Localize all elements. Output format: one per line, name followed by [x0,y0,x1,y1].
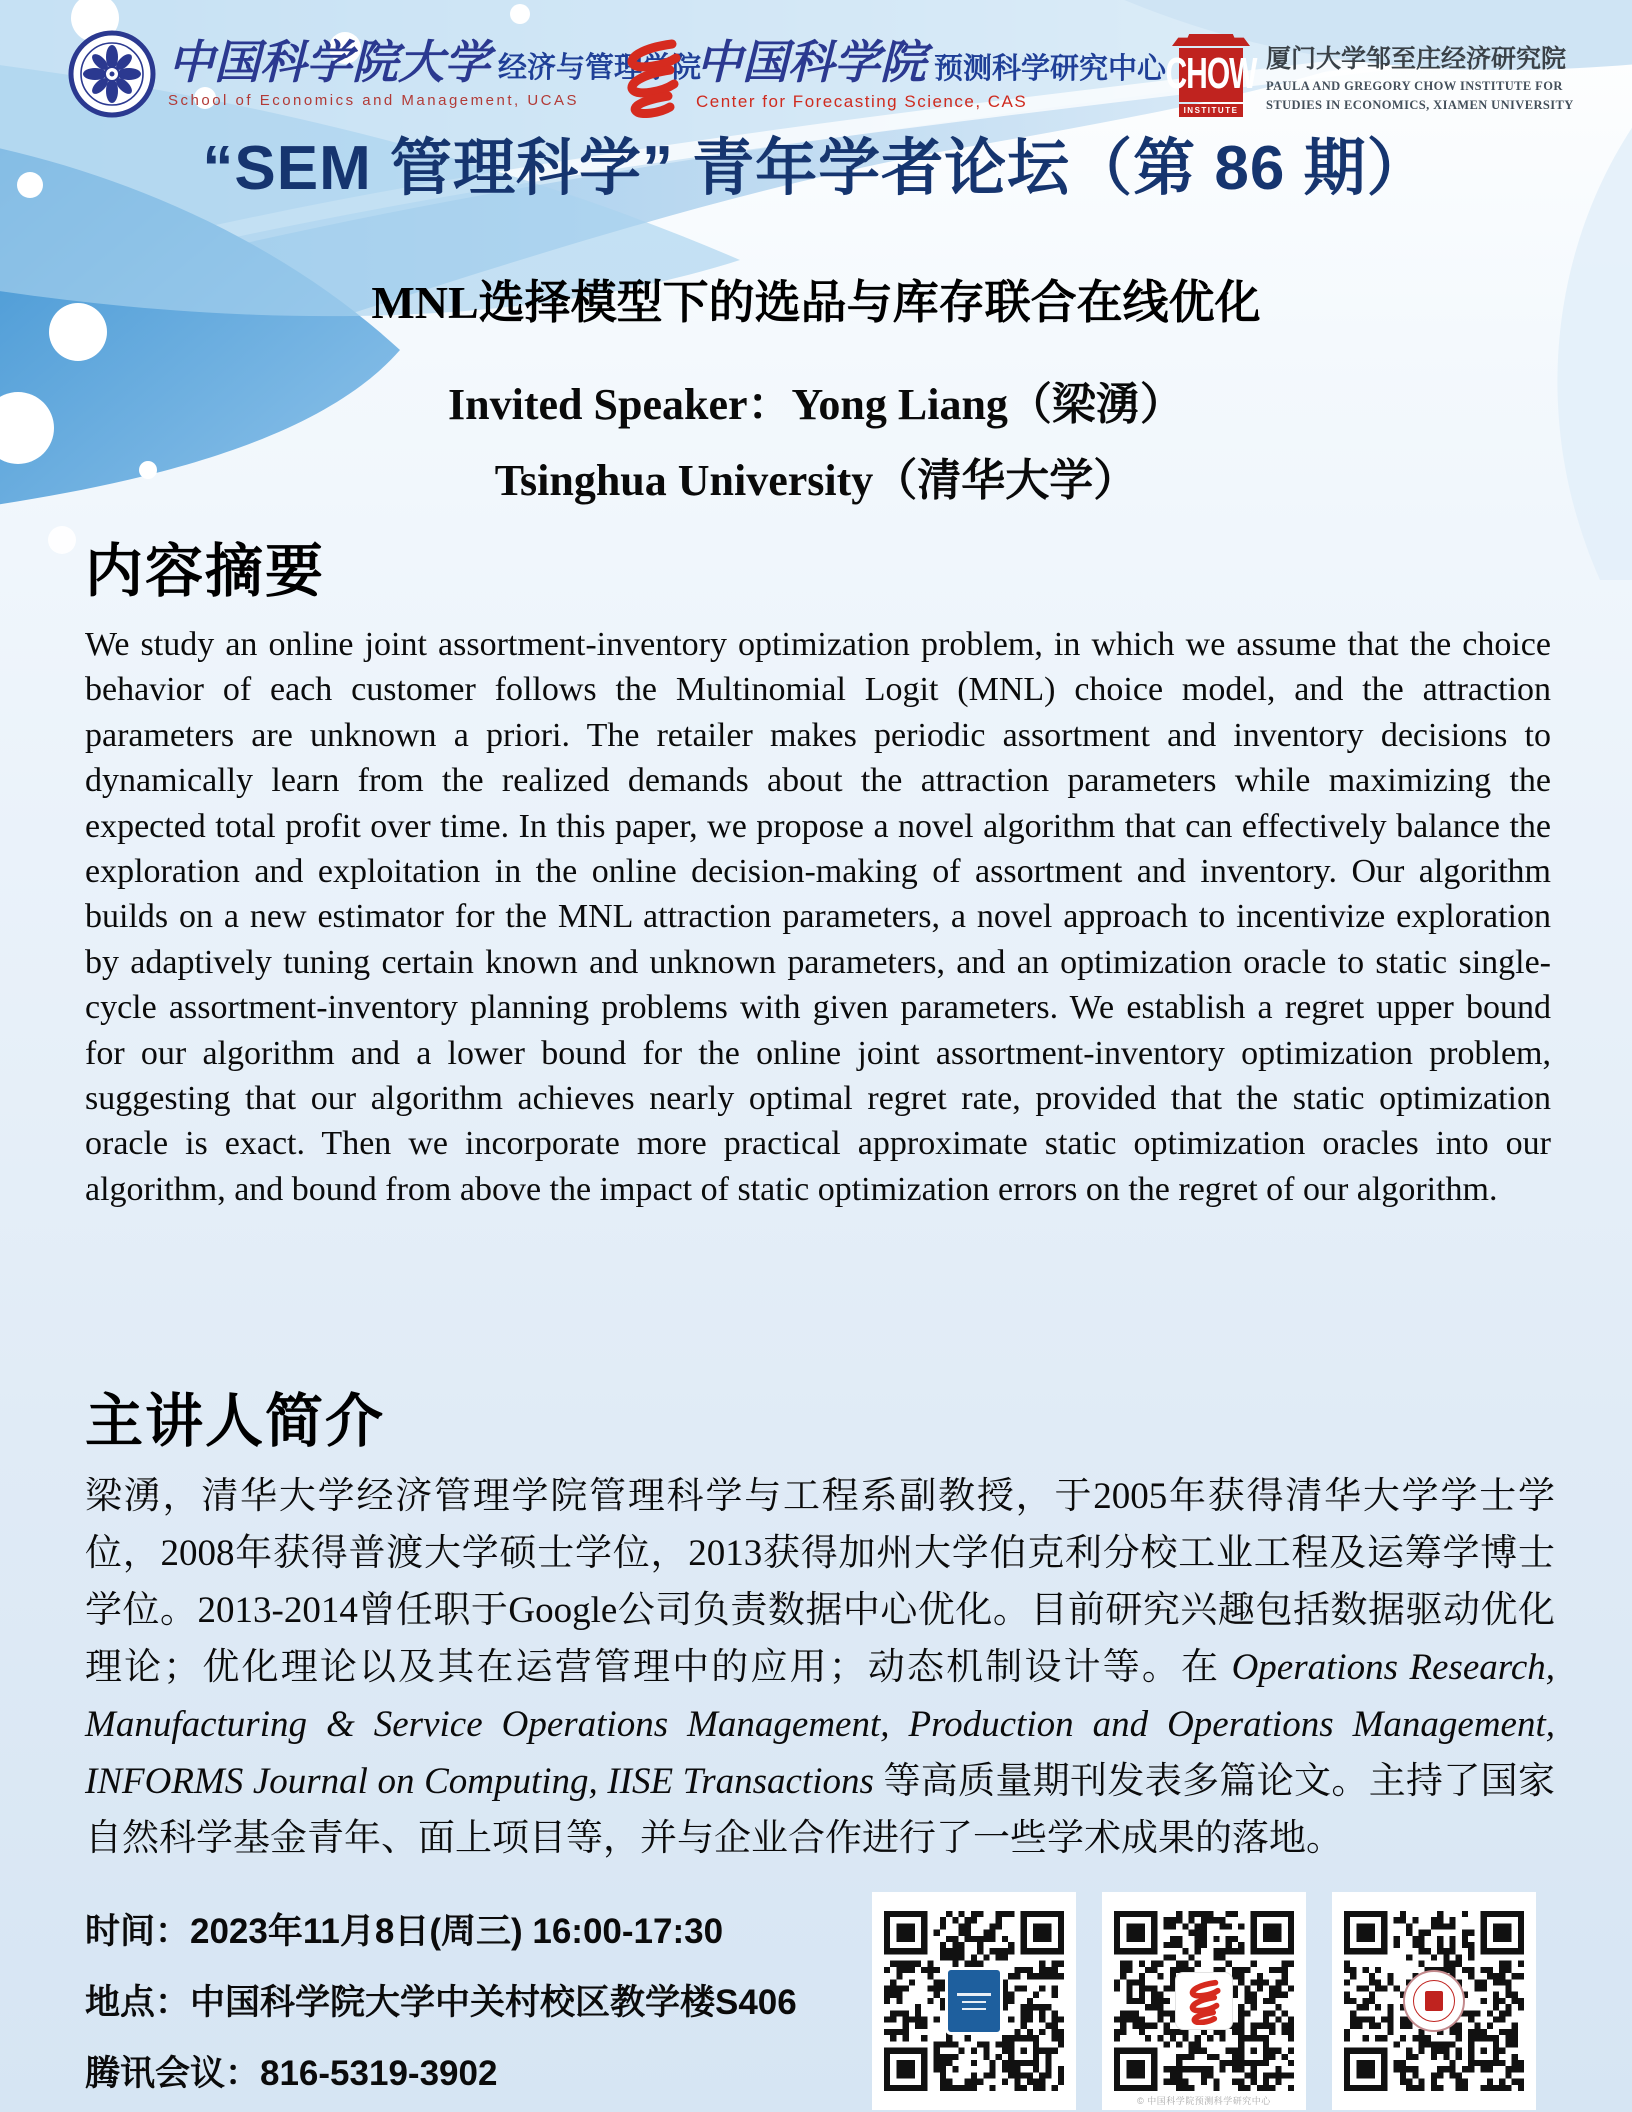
chow-wordmark-sub: INSTITUTE [1183,106,1239,115]
chow-mark-icon [1165,34,1257,117]
talk-title: MNL选择模型下的选品与库存联合在线优化 [371,277,1261,328]
qr-caption: © 中国科学院预测科学研究中心 [1137,2096,1271,2106]
chow-institute-logo [1165,34,1574,117]
cas-logo-cn: 中国科学院 [696,37,926,88]
cas-mark-icon [620,34,684,118]
speaker-line: Invited Speaker：Yong Liang（梁湧） [448,380,1184,429]
chow-logo-cn: 厦门大学邹至庄经济研究院 [1266,45,1567,73]
bio-heading: 主讲人简介 [85,1389,386,1454]
qr-code-chow-institute [1332,1892,1536,2110]
qr-center-logo-ucas [945,1967,1003,2035]
ucas-sem-logo [68,30,701,118]
abstract-heading: 内容摘要 [85,539,326,604]
event-info-block [85,1896,797,2109]
ucas-logo-en: School of Economics and Management, UCAS [168,91,579,109]
cas-forecasting-logo [620,34,1166,118]
chow-logo-en-line2: STUDIES IN ECONOMICS, XIAMEN UNIVERSITY [1266,97,1574,112]
bio-text-part1: 梁湧，清华大学经济管理学院管理科学与工程系副教授，于2005年获得清华大学学士学位，2008年获得普渡大学硕士学位，2013获得加州大学伯克利分校工业工程及运筹学博士学位。2013-2014曾任职于Google公司负责数据中心优化。目前研究兴趣包括数据驱动优化理论；优化理论以及其在运营管理中的应用；动态机制设计等。在 [85,1476,1555,1688]
chow-wordmark: CHOW [1165,50,1257,99]
bio-text-part2: 等高质量期刊发表多篇论文。主持了国家自然科学基金青年、面上项目等，并与企业合作进行了一些学术成果的落地。 [85,1761,1555,1859]
qr-code-row [872,1892,1536,2110]
forum-title: “SEM 管理科学” 青年学者论坛（第 86 期） [202,134,1430,203]
affiliation-line: Tsinghua University（清华大学） [494,456,1138,505]
event-time-line: 时间：2023年11月8日(周三) 16:00-17:30 [85,1912,724,1951]
qr-code-cas-forecasting [1102,1892,1306,2110]
event-meeting-line: 腾讯会议：816-5319-3902 [85,2054,498,2093]
qr-center-logo-cas [1175,1972,1233,2030]
ucas-logo-cn: 中国科学院大学 [168,36,490,88]
qr-center-logo-chow [1403,1970,1465,2032]
ucas-emblem-icon [68,30,156,118]
qr-code-ucas-sem [872,1892,1076,2110]
chow-logo-en-line1: PAULA AND GREGORY CHOW INSTITUTE FOR [1266,78,1563,93]
bio-journal-names: Operations Research, Manufacturing & Service Operations Management, Production and Operations Management, INFORMS Journal on Computing, IISE Transactions [85,1647,1555,1802]
abstract-body: We study an online joint assortment-inventory optimization problem, in which we assume that the choice behavior of each customer follows the Multinomial Logit (MNL) choice model, and the attraction parameters are unknown a priori. The retailer makes periodic assortment and inventory decisions to dynamically learn from the realized demands about the attraction parameters while maximizing the expected total profit over time. In this paper, we propose a novel algorithm that can effectively balance the exploration and exploitation in the online decision-making of assortment and inventory. Our algorithm builds on a new estimator for the MNL attraction parameters, a novel approach to incentivize exploration by adaptively tuning certain known and unknown parameters, and an optimization oracle to static single-cycle assortment-inventory planning problems with given parameters. We establish a regret upper bound for our algorithm and a lower bound for the online joint assortment-inventory optimization problem, suggesting that our algorithm achieves nearly optimal regret rate, provided that the static optimization oracle is exact. Then we incorporate more practical approximate static optimization oracles into our algorithm, and bound from above the impact of static optimization errors on the regret of our algorithm. [85,626,1551,1208]
event-place-line: 地点：中国科学院大学中关村校区教学楼S406 [85,1983,797,2022]
cas-logo-en: Center for Forecasting Science, CAS [696,92,1028,111]
forecasting-center-cn: 预测科学研究中心 [934,52,1167,85]
sem-logo-cn: 经济与管理学院 [498,52,702,85]
cas-mark-small-icon [1184,1977,1224,2025]
bio-body [85,1468,1555,1867]
